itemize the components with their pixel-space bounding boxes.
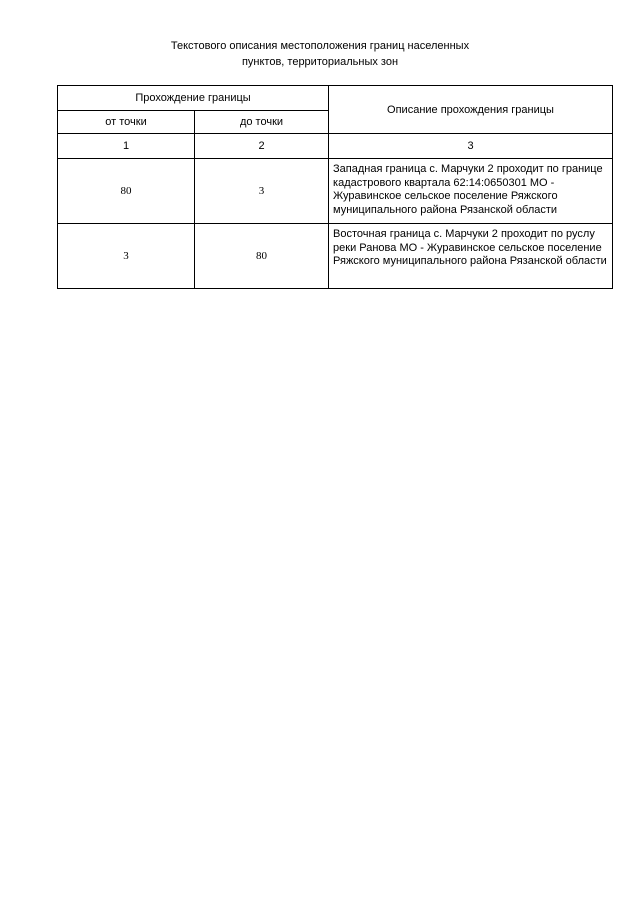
header-description: Описание прохождения границы (329, 86, 613, 134)
header-to-point: до точки (195, 111, 329, 134)
from-point-cell: 80 (58, 159, 195, 224)
title-line-2: пунктов, территориальных зон (241, 56, 399, 68)
header-from-point: от точки (58, 111, 195, 134)
table-numbering-row (58, 134, 613, 159)
to-point-cell: 80 (195, 224, 329, 289)
header-boundary-passage: Прохождение границы (58, 86, 329, 111)
description-cell: Западная граница с. Марчуки 2 проходит по границе кадастрового квартала 62:14:0650301 МО - Журавинское сельское поселение Ряжского муниципального района Рязанской области (329, 159, 613, 224)
table-row (58, 224, 613, 289)
column-number-3: 3 (329, 134, 613, 159)
from-point-cell: 3 (58, 224, 195, 289)
to-point-cell: 3 (195, 159, 329, 224)
column-number-1: 1 (58, 134, 195, 159)
column-number-2: 2 (195, 134, 329, 159)
table-header-row (58, 86, 613, 111)
boundary-table (57, 85, 613, 289)
document-title (0, 38, 640, 70)
description-cell: Восточная граница с. Марчуки 2 проходит по руслу реки Ранова МО - Журавинское сельское поселение Ряжского муниципального района Рязанской области (329, 224, 613, 289)
table-row (58, 159, 613, 224)
title-line-1: Текстового описания местоположения границ населенных (170, 40, 470, 52)
